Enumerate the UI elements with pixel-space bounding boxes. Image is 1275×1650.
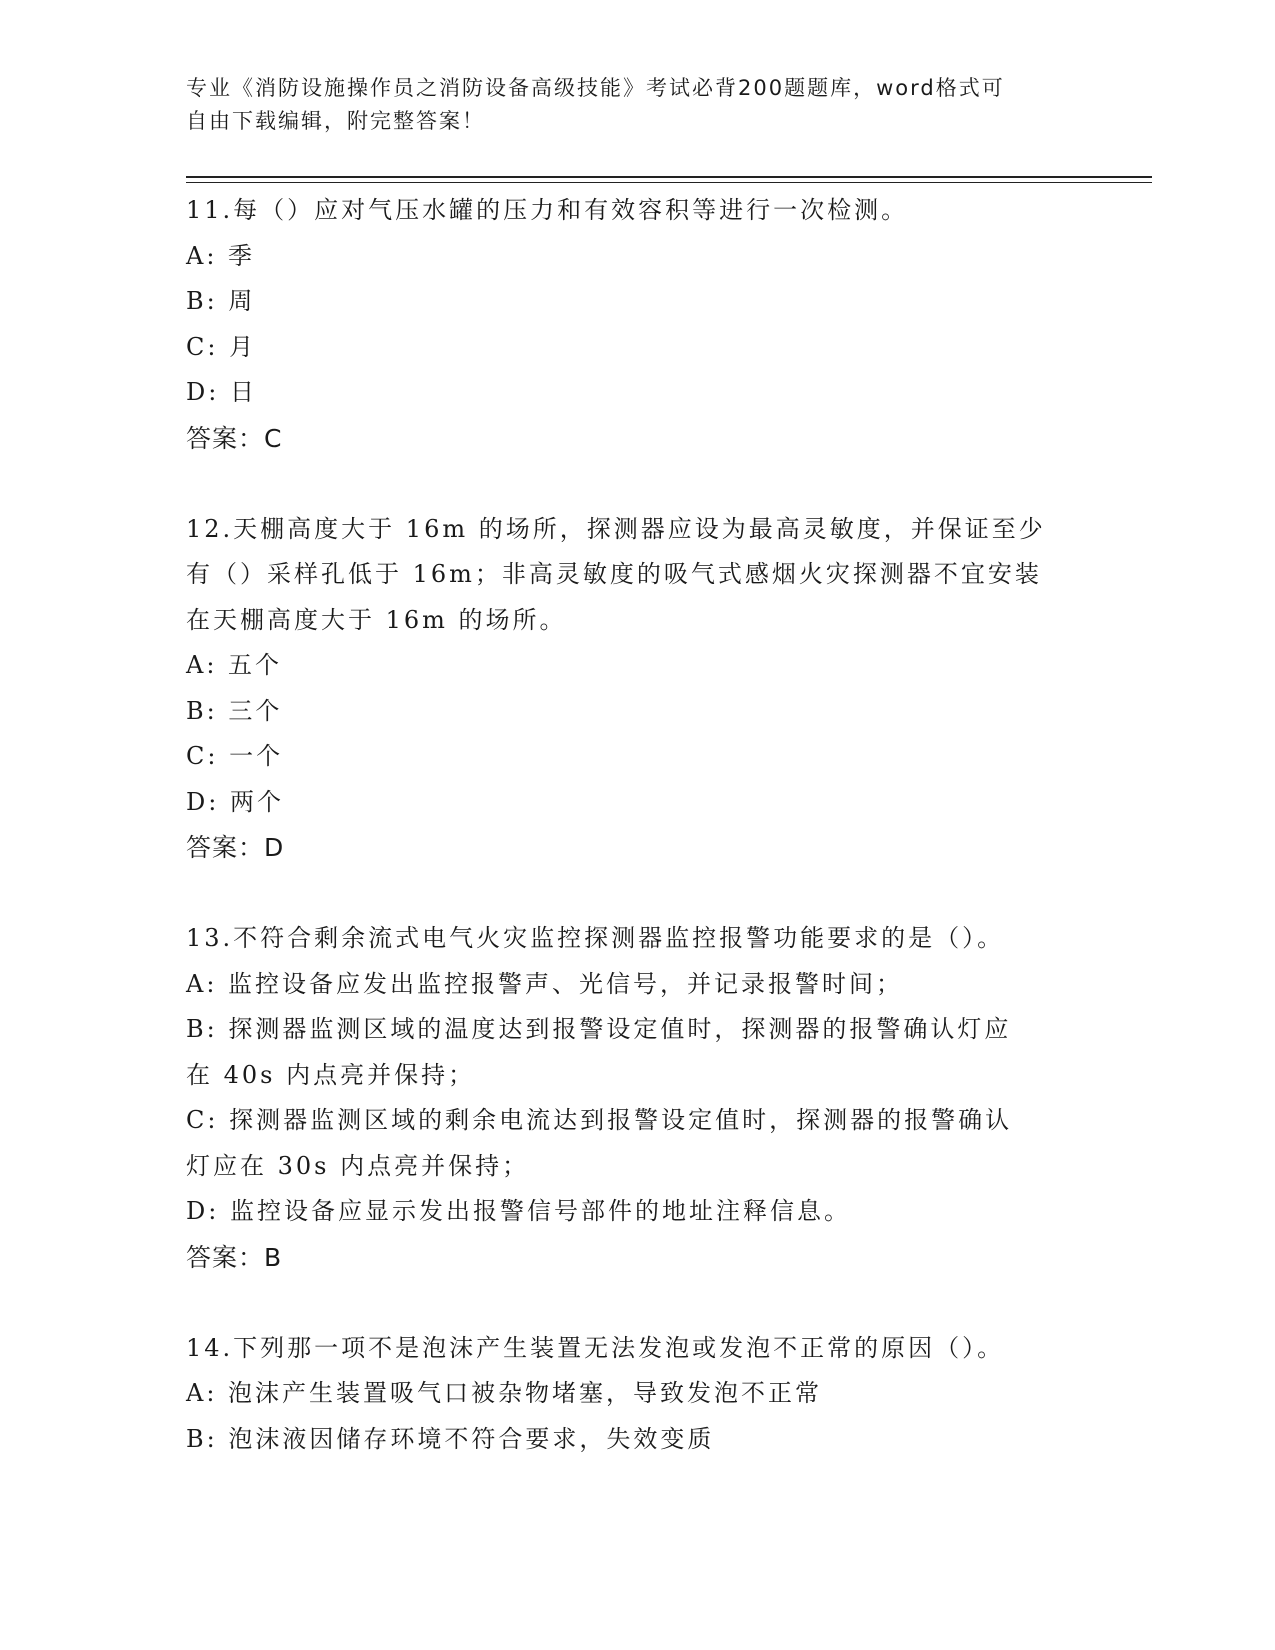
header-line-1: 专业《消防设施操作员之消防设备高级技能》考试必背200题题库，word格式可 xyxy=(186,76,1005,100)
option-line: A: 五个 xyxy=(186,651,283,679)
option-line: B: 探测器监测区域的温度达到报警设定值时，探测器的报警确认灯应 xyxy=(186,1015,1012,1043)
answer-line: 答案：C xyxy=(186,423,283,453)
question-stem-line: 在天棚高度大于 16m 的场所。 xyxy=(186,605,567,634)
question-block xyxy=(186,916,1086,1326)
option-line: C: 月 xyxy=(186,332,257,361)
option-line: D: 两个 xyxy=(186,787,284,816)
answer-line: 答案：D xyxy=(186,833,285,862)
option-line: 在 40s 内点亮并保持； xyxy=(186,1060,476,1089)
option-line: A: 泡沫产生装置吸气口被杂物堵塞，导致发泡不正常 xyxy=(186,1379,823,1407)
option-line: B: 泡沫液因储存环境不符合要求，失效变质 xyxy=(186,1424,715,1453)
option-line: C: 一个 xyxy=(186,742,284,770)
document-header xyxy=(186,72,1066,138)
question-block xyxy=(186,1326,1086,1463)
header-divider-thick xyxy=(186,176,1152,178)
question-spacer xyxy=(186,871,1086,917)
header-divider-thin xyxy=(186,182,1152,183)
question-stem-line: 14.下列那一项不是泡沫产生装置无法发泡或发泡不正常的原因（）。 xyxy=(186,1333,1005,1362)
question-stem-line: 11.每（）应对气压水罐的压力和有效容积等进行一次检测。 xyxy=(186,196,909,224)
question-stem-line: 13.不符合剩余流式电气火灾监控探测器监控报警功能要求的是（）。 xyxy=(186,924,1005,952)
option-line: D: 日 xyxy=(186,378,257,406)
question-spacer xyxy=(186,461,1086,507)
option-line: 灯应在 30s 内点亮并保持； xyxy=(186,1151,530,1180)
question-spacer xyxy=(186,1280,1086,1326)
option-line: B: 三个 xyxy=(186,696,283,725)
question-stem-line: 有（）采样孔低于 16m；非高灵敏度的吸气式感烟火灾探测器不宜安装 xyxy=(186,560,1042,588)
question-stem-line: 12.天棚高度大于 16m 的场所，探测器应设为最高灵敏度，并保证至少 xyxy=(186,514,1046,543)
option-line: B: 周 xyxy=(186,287,256,315)
question-list xyxy=(186,188,1086,1462)
option-line: A: 季 xyxy=(186,241,256,270)
option-line: A: 监控设备应发出监控报警声、光信号，并记录报警时间； xyxy=(186,969,904,998)
option-line: D: 监控设备应显示发出报警信号部件的地址注释信息。 xyxy=(186,1197,851,1225)
header-line-2: 自由下载编辑，附完整答案！ xyxy=(186,109,485,133)
question-block xyxy=(186,507,1086,917)
option-line: C: 探测器监测区域的剩余电流达到报警设定值时，探测器的报警确认 xyxy=(186,1106,1013,1134)
question-block xyxy=(186,188,1086,507)
answer-line: 答案：B xyxy=(186,1242,283,1272)
